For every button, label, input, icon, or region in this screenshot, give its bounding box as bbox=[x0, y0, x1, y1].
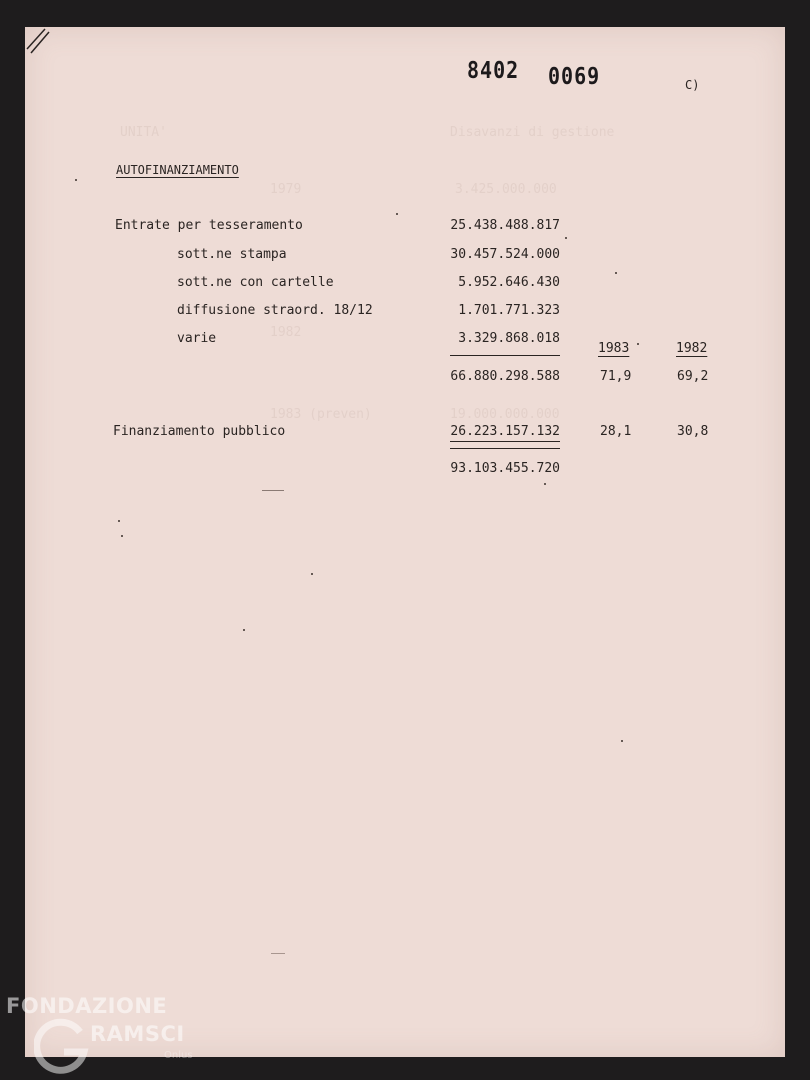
paper-speck bbox=[544, 483, 546, 485]
paper-speck bbox=[637, 343, 639, 345]
archive-number-right: 0069 bbox=[548, 62, 601, 90]
row-label: sott.ne con cartelle bbox=[177, 275, 334, 290]
paper-speck bbox=[615, 272, 617, 274]
paper-speck bbox=[121, 535, 123, 537]
autofin-pct-1982: 69,2 bbox=[677, 369, 709, 384]
gramsci-g-logo-icon bbox=[34, 1014, 94, 1074]
watermark-line3: Onlus bbox=[164, 1050, 193, 1061]
fondazione-gramsci-watermark bbox=[6, 994, 206, 1074]
row-label: diffusione straord. 18/12 bbox=[177, 303, 373, 318]
corner-mark: C) bbox=[685, 78, 700, 92]
total-rule-bottom bbox=[450, 448, 560, 449]
corner-slash-mark bbox=[25, 27, 53, 55]
public-pct-1983: 28,1 bbox=[600, 424, 632, 439]
autofin-pct-1983: 71,9 bbox=[600, 369, 632, 384]
paper-speck bbox=[243, 629, 245, 631]
year-1982-header: 1982 bbox=[676, 341, 708, 356]
pencil-mark bbox=[271, 953, 285, 954]
row-value: 25.438.488.817 bbox=[450, 218, 560, 233]
row-label: varie bbox=[177, 331, 217, 346]
section-heading: AUTOFINANZIAMENTO bbox=[116, 163, 239, 177]
row-value: 30.457.524.000 bbox=[450, 247, 560, 262]
paper-speck bbox=[396, 213, 398, 215]
paper-speck bbox=[621, 740, 623, 742]
year-1983-header: 1983 bbox=[598, 341, 630, 356]
subtotal-rule bbox=[450, 355, 560, 356]
row-value: 3.329.868.018 bbox=[458, 331, 560, 346]
paper-speck bbox=[118, 520, 120, 522]
row-label: sott.ne stampa bbox=[177, 247, 287, 262]
public-pct-1982: 30,8 bbox=[677, 424, 709, 439]
autofin-total-value: 66.880.298.588 bbox=[450, 369, 560, 384]
paper-speck bbox=[75, 179, 77, 181]
row-value: 1.701.771.323 bbox=[458, 303, 560, 318]
document-page bbox=[25, 27, 785, 1057]
watermark-line2: RAMSCI bbox=[90, 1022, 185, 1046]
paper-speck bbox=[565, 237, 567, 239]
total-rule-top bbox=[450, 441, 560, 442]
row-label: Entrate per tesseramento bbox=[115, 218, 303, 233]
grand-total-value: 93.103.455.720 bbox=[450, 461, 560, 476]
bleed-through: UNITA' Disavanzi di gestione 1979 3.425.000.000 1982 1983 (preven) 19.000.000.000 bbox=[120, 125, 615, 422]
row-value: 5.952.646.430 bbox=[458, 275, 560, 290]
paper-speck bbox=[311, 573, 313, 575]
pencil-mark bbox=[262, 490, 284, 491]
watermark-line1: FONDAZIONE bbox=[6, 994, 168, 1018]
public-funding-label: Finanziamento pubblico bbox=[113, 424, 286, 439]
public-funding-value: 26.223.157.132 bbox=[450, 424, 560, 439]
archive-number-left: 8402 bbox=[467, 56, 520, 84]
